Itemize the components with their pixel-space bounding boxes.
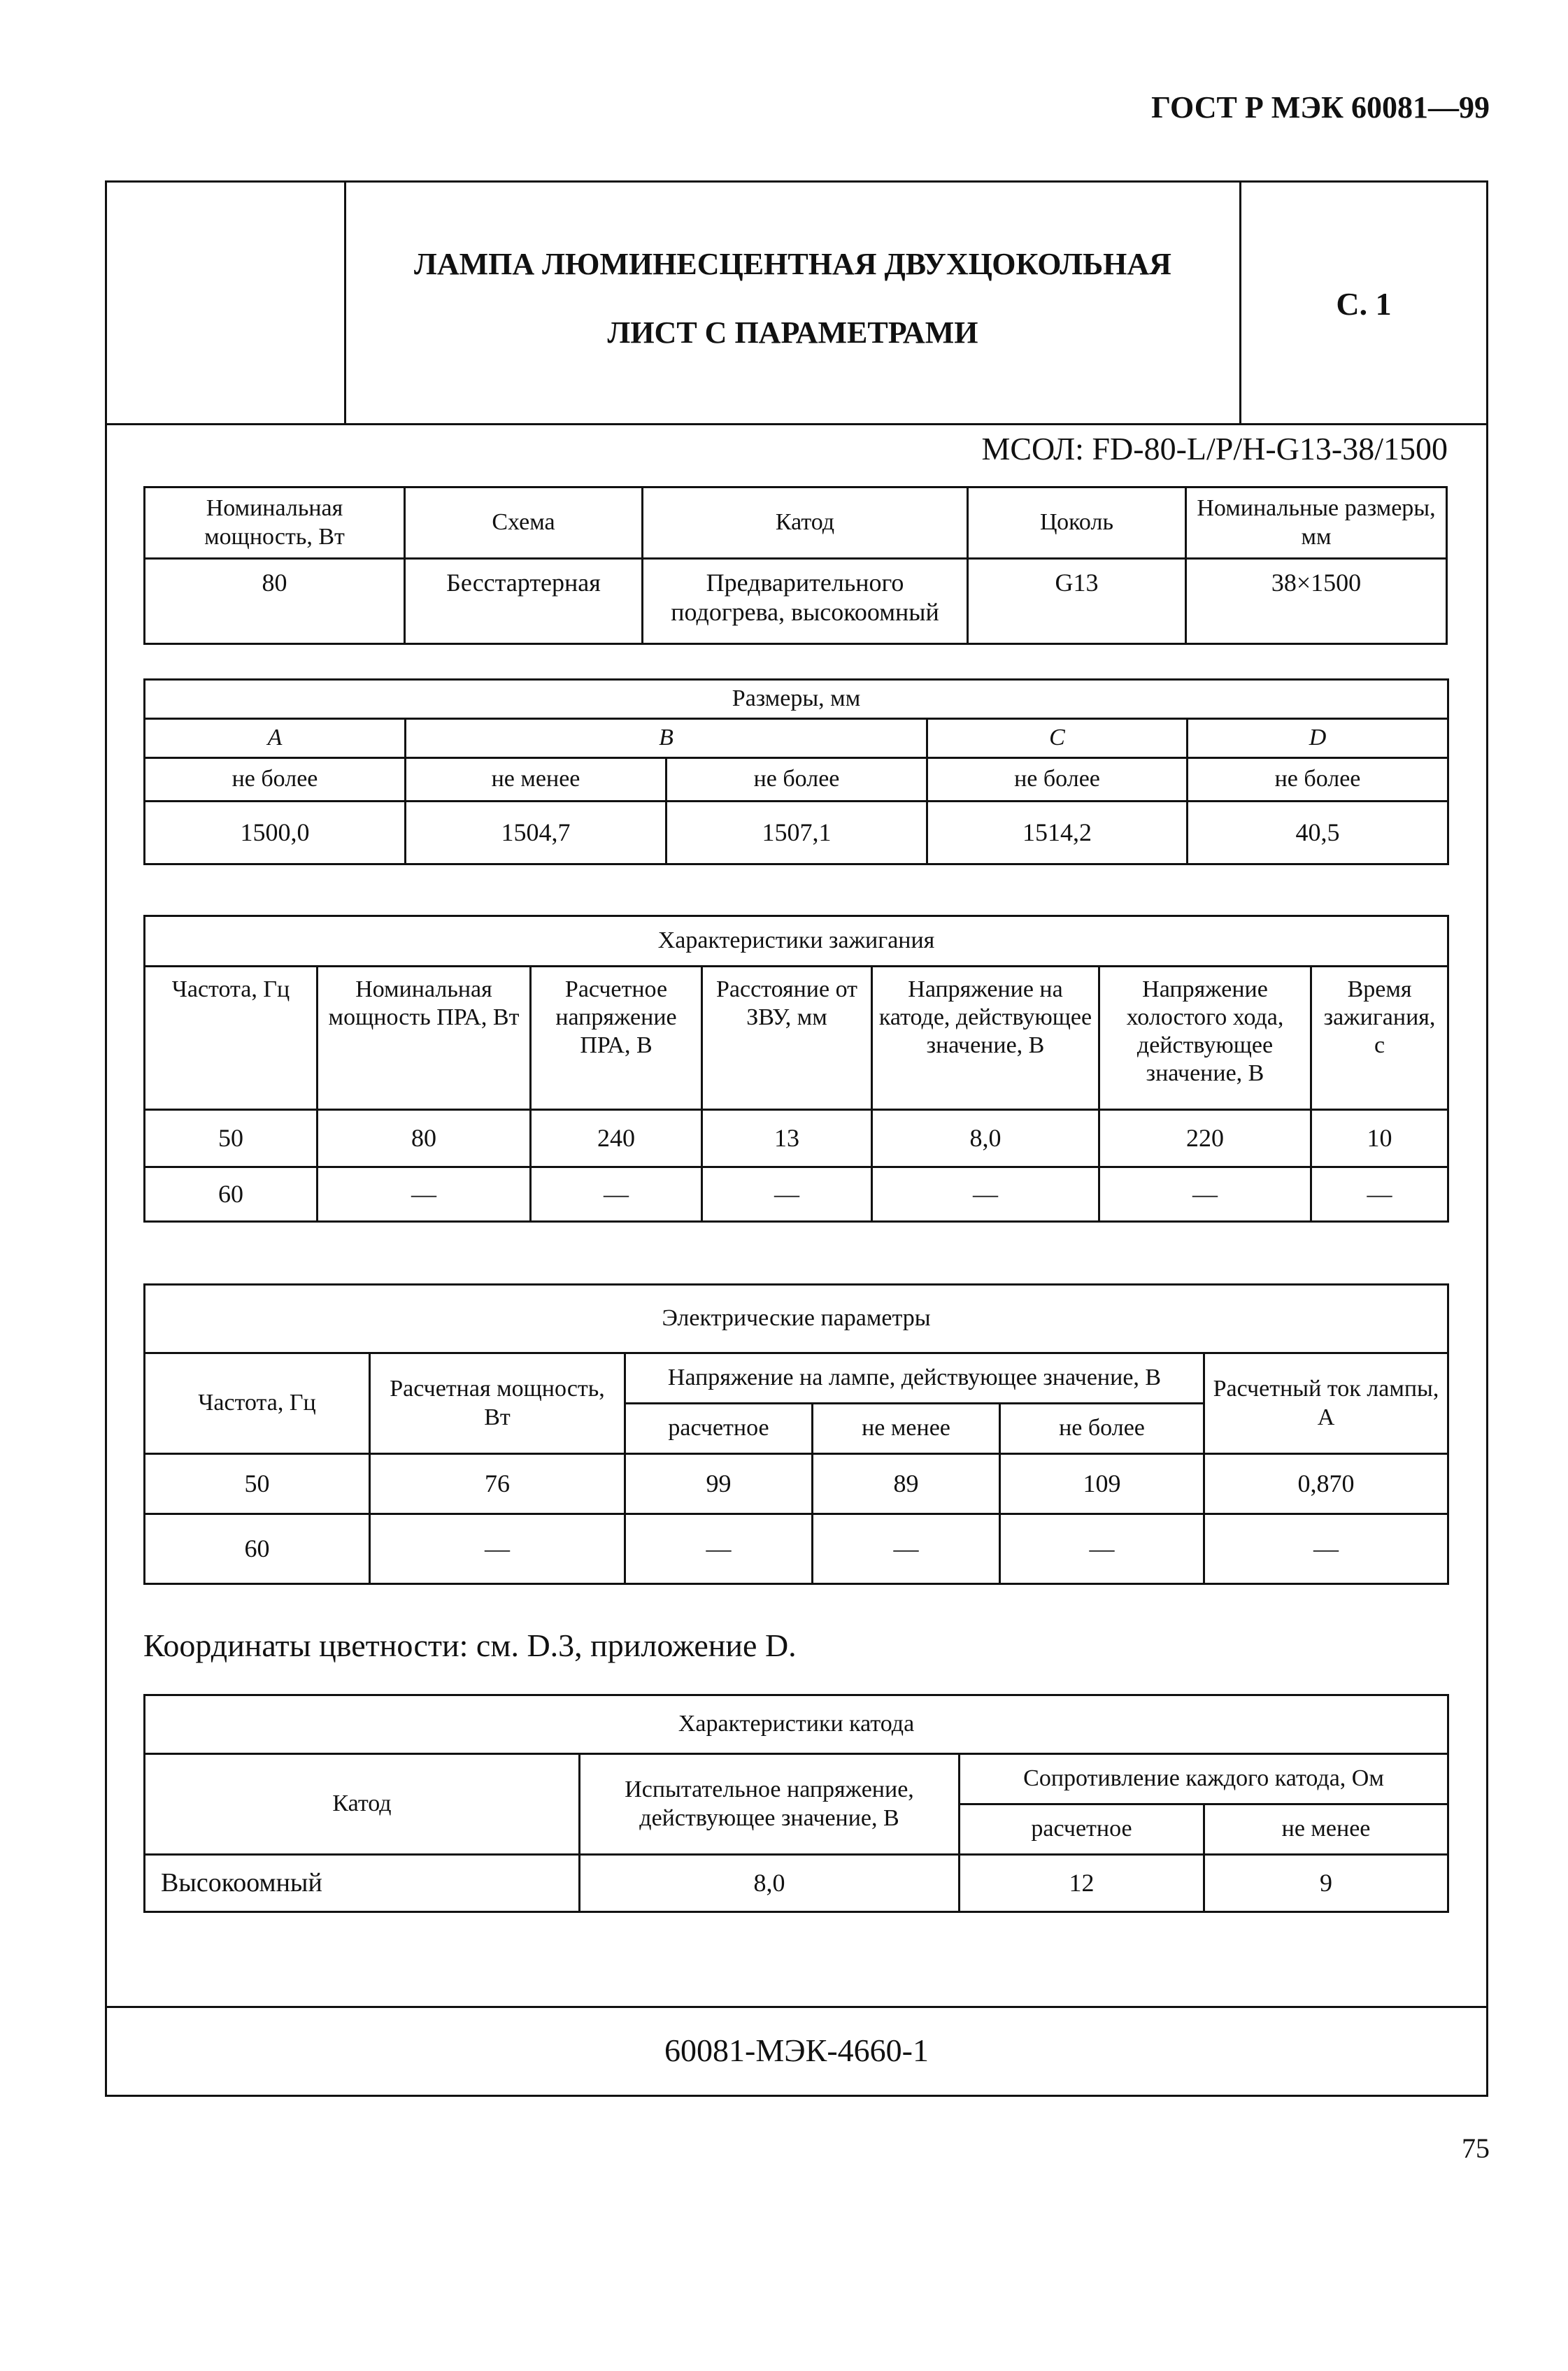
el-header-frequency: Частота, Гц [145,1353,370,1454]
ign-60-ignition-time: — [1311,1167,1448,1222]
sheet-code: 60081-МЭК-4660-1 [664,2032,929,2068]
limit-a: не более [145,758,406,802]
header-scheme: Схема [405,487,643,559]
cell-nominal-dimensions: 38×1500 [1186,559,1447,644]
ign-60-open-circuit-voltage: — [1099,1167,1311,1222]
standard-header: ГОСТ Р МЭК 60081—99 [1151,90,1490,124]
chromaticity-note: Координаты цветности: см. D.3, приложение D. [143,1628,797,1663]
ign-60-cathode-voltage: — [872,1167,1099,1222]
ign-header-ignition-time: Время зажигания, с [1311,967,1448,1110]
ign-60-ballast-power: — [318,1167,531,1222]
ign-header-open-circuit-voltage: Напряжение холостого хода, действующее значение, В [1099,967,1311,1110]
value-b-max: 1507,1 [667,802,927,864]
header-cathode: Катод [643,487,968,559]
lamp-designation: МСОЛ: FD-80-L/P/H-G13-38/1500 [981,431,1448,467]
dimension-letter-d: D [1188,719,1448,758]
limit-d: не более [1188,758,1448,802]
el-50-voltage-max: 109 [1000,1454,1204,1514]
cat-header-cathode: Катод [145,1754,580,1855]
title-block-bottom-rule [105,423,1488,425]
sheet-title-line1: ЛАМПА ЛЮМИНЕСЦЕНТНАЯ ДВУХЦОКОЛЬНАЯ [414,247,1171,281]
dimension-letter-b: B [406,719,927,758]
ign-60-frequency: 60 [145,1167,318,1222]
ignition-title: Характеристики зажигания [145,916,1448,967]
cell-cathode: Предварительного подогрева, высокоомный [643,559,968,644]
el-60-power: — [370,1514,625,1584]
cell-nominal-power: 80 [145,559,405,644]
ignition-characteristics-table [143,915,1449,1223]
footer-rule [105,2006,1488,2008]
el-50-voltage-rated: 99 [625,1454,813,1514]
value-d: 40,5 [1188,802,1448,864]
ign-50-ballast-power: 80 [318,1110,531,1167]
limit-b-max: не более [667,758,927,802]
value-a: 1500,0 [145,802,406,864]
sheet-title-line2: ЛИСТ С ПАРАМЕТРАМИ [607,315,978,350]
value-b-min: 1504,7 [406,802,667,864]
header-nominal-power: Номинальная мощность, Вт [145,487,405,559]
el-header-current: Расчетный ток лампы, А [1204,1353,1448,1454]
cat-sub-min: не менее [1204,1804,1448,1855]
el-60-voltage-min: — [813,1514,1000,1584]
el-60-current: — [1204,1514,1448,1584]
el-header-power: Расчетная мощность, Вт [370,1353,625,1454]
title-block-divider-left [344,180,346,425]
ign-50-frequency: 50 [145,1110,318,1167]
ign-50-open-circuit-voltage: 220 [1099,1110,1311,1167]
ign-50-distance: 13 [702,1110,872,1167]
el-50-frequency: 50 [145,1454,370,1514]
cell-scheme: Бесстартерная [405,559,643,644]
el-sub-min: не менее [813,1404,1000,1454]
table-row [145,1110,1448,1167]
table-row [145,1167,1448,1222]
ign-header-cathode-voltage: Напряжение на катоде, действующее значение, В [872,967,1099,1110]
cat-header-resistance: Сопротивление каждого катода, Ом [960,1754,1448,1804]
ign-50-ballast-voltage: 240 [531,1110,702,1167]
dimensions-table [143,678,1449,865]
limit-c: не более [927,758,1188,802]
table-row [145,1514,1448,1584]
el-60-voltage-rated: — [625,1514,813,1584]
dimensions-title: Размеры, мм [145,680,1448,719]
cat-resistance-min: 9 [1204,1855,1448,1912]
cell-cap: G13 [968,559,1186,644]
table-row [145,1454,1448,1514]
electrical-title: Электрические параметры [145,1285,1448,1353]
table-row [145,1855,1448,1912]
cat-test-voltage: 8,0 [580,1855,960,1912]
limit-b-min: не менее [406,758,667,802]
el-50-voltage-min: 89 [813,1454,1000,1514]
ign-60-distance: — [702,1167,872,1222]
ign-60-ballast-voltage: — [531,1167,702,1222]
sheet-number: С. 1 [1336,286,1392,322]
el-50-power: 76 [370,1454,625,1514]
cathode-title: Характеристики катода [145,1695,1448,1754]
value-c: 1514,2 [927,802,1188,864]
electrical-parameters-table [143,1283,1449,1585]
header-cap: Цоколь [968,487,1186,559]
cat-sub-rated: расчетное [960,1804,1204,1855]
ign-header-frequency: Частота, Гц [145,967,318,1110]
cat-header-test-voltage: Испытательное напряжение, действующее значение, В [580,1754,960,1855]
page-number: 75 [1462,2133,1490,2164]
main-parameters-table [143,486,1448,645]
cat-resistance-rated: 12 [960,1855,1204,1912]
el-60-frequency: 60 [145,1514,370,1584]
cat-cathode-type: Высокоомный [145,1855,580,1912]
dimension-letter-c: C [927,719,1188,758]
cathode-characteristics-table [143,1694,1449,1913]
ign-50-cathode-voltage: 8,0 [872,1110,1099,1167]
ign-header-ballast-voltage: Расчетное напряжение ПРА, В [531,967,702,1110]
el-50-current: 0,870 [1204,1454,1448,1514]
el-header-lamp-voltage: Напряжение на лампе, действующее значение, В [625,1353,1204,1404]
el-sub-rated: расчетное [625,1404,813,1454]
el-sub-max: не более [1000,1404,1204,1454]
ign-50-ignition-time: 10 [1311,1110,1448,1167]
dimension-letter-a: A [145,719,406,758]
ign-header-ballast-power: Номинальная мощность ПРА, Вт [318,967,531,1110]
header-nominal-dimensions: Номинальные размеры, мм [1186,487,1447,559]
ign-header-distance: Расстояние от ЗВУ, мм [702,967,872,1110]
el-60-voltage-max: — [1000,1514,1204,1584]
